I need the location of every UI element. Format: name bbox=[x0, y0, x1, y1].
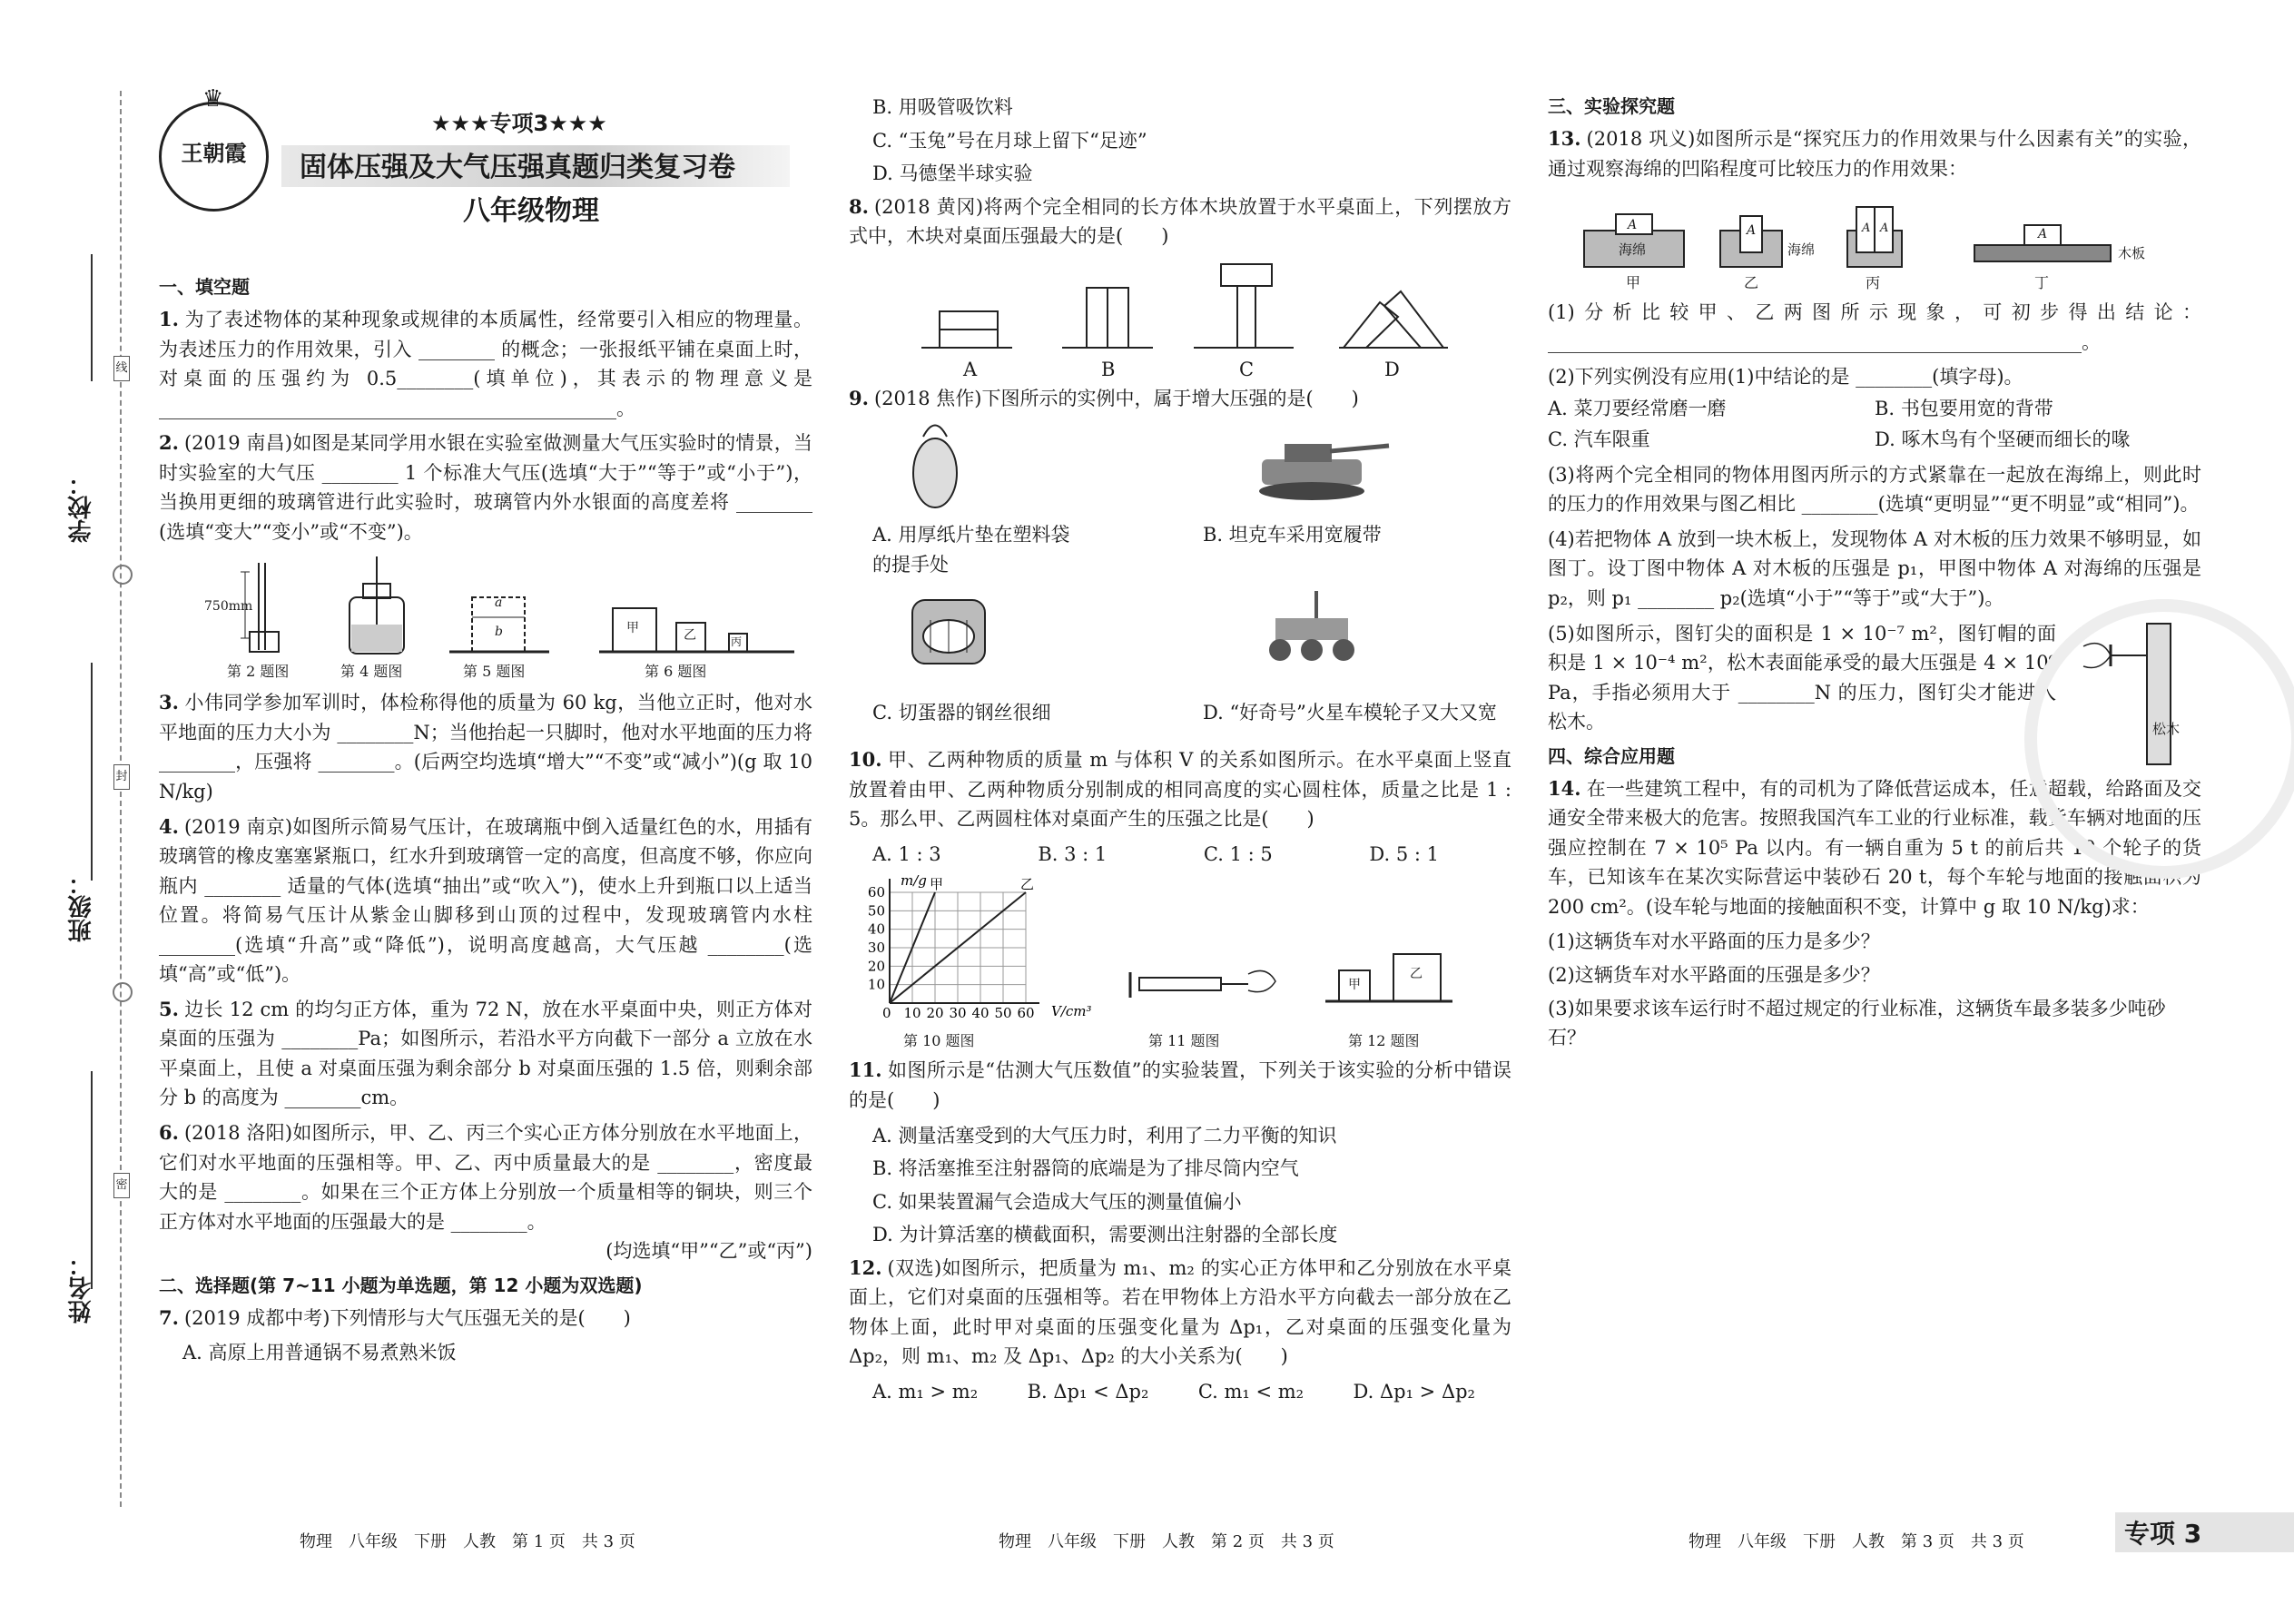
fold-mark-2: 封 bbox=[113, 764, 130, 790]
question-text: 如图所示是“估测大气压数值”的实验装置，下列关于该实验的分析中错误的是( ) bbox=[849, 1059, 1511, 1112]
option-9a: A. 用厚纸片垫在塑料袋的提手处 bbox=[872, 524, 1070, 576]
options-13-row-1 bbox=[1548, 394, 2201, 424]
figure-caption-11: 第 11 题图 bbox=[1148, 1032, 1220, 1050]
fold-mark-3: 密 bbox=[113, 1173, 130, 1198]
chart-x-tick-label: 30 bbox=[949, 1005, 967, 1022]
question-text: (双选)如图所示，把质量为 m₁、m₂ 的实心正方体甲和乙分别放在水平桌面上，它们对桌面的压强相等。若在甲物体上方沿水平方向截去一部分放在乙物体上面，此时甲对桌面的压强变化量为 Δp₁，乙对桌面的压强变化量为 Δp₂，则 m₁、m₂ 及 Δp₁、Δp₂ 的大小关系为( ) bbox=[849, 1256, 1511, 1368]
question-6 bbox=[159, 1118, 812, 1236]
question-13-part-4: (4)若把物体 A 放到一块木板上，发现物体 A 对木板的压力效果不够明显，如图丁。设丁图中物体 A 对木板的压强是 p₁，甲图中物体 A 对海绵的压强是 p₂，则 p₁ ________ p₂(选填“小于”“等于”或“大于”)。 bbox=[1548, 527, 2201, 610]
question-number: 14. bbox=[1548, 776, 1581, 800]
question-number: 7. bbox=[159, 1305, 179, 1329]
pine-label: 松木 bbox=[2152, 720, 2181, 737]
label-a: a bbox=[495, 595, 503, 611]
question-13-part-2: (2)下列实例没有应用(1)中结论的是 ________(填字母)。 bbox=[1548, 366, 2023, 389]
watermark-seal bbox=[2024, 599, 2294, 879]
figure-q9 bbox=[849, 418, 1511, 745]
footer-tag: 专项 3 bbox=[2124, 1519, 2202, 1549]
option-7b: B. 用吸管吸饮料 bbox=[872, 96, 1013, 118]
option-11c: C. 如果装置漏气会造成大气压的测量值偏小 bbox=[872, 1190, 1242, 1213]
label-b: b bbox=[495, 625, 503, 640]
chart-series-label: 甲 bbox=[930, 876, 944, 893]
option-9c: C. 切蛋器的钢丝很细 bbox=[872, 702, 1051, 724]
caption-bing: 丙 bbox=[1866, 274, 1881, 292]
chart-y-tick-label: 60 bbox=[867, 884, 885, 901]
options-13-row-2 bbox=[1548, 425, 2201, 455]
options-12 bbox=[849, 1377, 1511, 1407]
option-10b: B. 3 : 1 bbox=[1038, 842, 1108, 865]
question-14-part-2: (2)这辆货车对水平路面的压强是多少？ bbox=[1548, 964, 1880, 987]
cube-bing-label: 丙 bbox=[731, 635, 743, 649]
question-14-part-3: (3)如果要求该车运行时不超过规定的行业标准，这辆货车最多装多少吨砂石？ bbox=[1548, 997, 2166, 1049]
caption-jia: 甲 bbox=[1626, 274, 1641, 292]
question-text: 边长 12 cm 的均匀正方体，重为 72 N，放在水平桌面中央，则正方体对桌面的压强为 ________Pa；如图所示，若沿水平方向截下一部分 a 立放在水平桌面上，且使 a 对桌面压强为剩余部分 b 对桌面压强的 1.5 倍，则剩余部分 b 的高度为 ________cm。 bbox=[159, 998, 812, 1109]
q8-label-a: A bbox=[963, 358, 978, 380]
question-4 bbox=[159, 812, 812, 989]
question-number: 6. bbox=[159, 1121, 179, 1145]
question-text: (2018 焦作)下图所示的实例中，属于增大压强的是( ) bbox=[873, 387, 1359, 409]
option-13d: D. 啄木鸟有个坚硬而细长的喙 bbox=[1875, 428, 2131, 451]
block-a-ding: A bbox=[2038, 227, 2048, 242]
cubes-12-figure bbox=[1325, 954, 1452, 1001]
column-1 bbox=[159, 268, 812, 1372]
question-5 bbox=[159, 995, 812, 1113]
block-a-bing-2: A bbox=[1880, 221, 1889, 236]
cube12-yi-label: 乙 bbox=[1410, 967, 1423, 982]
question-text: 在一些建筑工程中，有的司机为了降低营运成本，任意超载，给路面及交通安全带来极大的危害。按照我国汽车工业的行业标准，载货车辆对地面的压强应控制在 7 × 10⁵ Pa 以内。有一辆自重为 5 t 的前后共 10 个轮子的货车，已知该车在某次实际营运中装砂石 20 t，每个车轮与地面的接触面积为 200 cm²。(设车轮与地面的接触面积不变，计算中 g 取 10 N/kg)求： bbox=[1548, 777, 2201, 918]
tank-icon bbox=[1259, 444, 1389, 500]
cube-yi-label: 乙 bbox=[684, 628, 696, 644]
question-number: 4. bbox=[159, 814, 179, 838]
q8-label-c: C bbox=[1239, 358, 1255, 380]
binding-hole-1 bbox=[113, 565, 133, 585]
crown-icon: ♛ bbox=[202, 85, 224, 113]
option-d-blocks bbox=[1339, 291, 1448, 348]
figure-caption-6: 第 6 题图 bbox=[645, 663, 707, 681]
options-10 bbox=[849, 840, 1511, 870]
section-title-3: 三、实验探究题 bbox=[1548, 95, 1675, 117]
option-b-blocks bbox=[1062, 288, 1153, 348]
chart-y-tick-label: 20 bbox=[867, 958, 885, 975]
cube-jia-label: 甲 bbox=[626, 621, 639, 636]
brand-logo bbox=[159, 85, 269, 212]
chart-y-tick-label: 30 bbox=[867, 940, 885, 957]
option-a-blocks bbox=[921, 311, 1012, 348]
question-text: (2019 南京)如图所示简易气压计，在玻璃瓶中倒入适量红色的水，用插有玻璃管的橡皮塞塞紧瓶口，红水升到玻璃管一定的高度，但高度不够，你应向瓶内 ________ 适量的气体(选填“抽出”或“吹入”)，使水上升到瓶口以上适当位置。将简易气压计从紫金山脚移到山顶的过程中，发现玻璃管内水柱 ________(选填“升高”或“降低”)，说明高度越高，大气压越 ________(选填“高”或“低”)。 bbox=[159, 815, 812, 986]
brand-logo-text: 王朝霞 bbox=[181, 141, 247, 166]
option-12b: B. Δp₁ < Δp₂ bbox=[1027, 1380, 1149, 1403]
figure-caption-4: 第 4 题图 bbox=[340, 663, 403, 681]
caption-yi: 乙 bbox=[1744, 274, 1759, 292]
question-number: 10. bbox=[849, 748, 882, 772]
class-blank-line bbox=[91, 663, 93, 881]
question-number: 3. bbox=[159, 691, 179, 714]
figure-q8-svg bbox=[849, 257, 1511, 384]
question-14-part-1: (1)这辆货车对水平路面的压力是多少？ bbox=[1548, 930, 1880, 953]
footer-page-3: 物理 八年级 下册 人教 第 3 页 共 3 页 bbox=[1689, 1532, 2024, 1551]
question-number: 1. bbox=[159, 308, 179, 330]
figure-q8 bbox=[849, 257, 1511, 384]
chart-y-tick-label: 10 bbox=[867, 977, 885, 994]
chart-y-tick-label: 40 bbox=[867, 921, 885, 939]
option-11a: A. 测量活塞受到的大气压力时，利用了二力平衡的知识 bbox=[872, 1124, 1337, 1147]
question-2 bbox=[159, 428, 812, 546]
question-number: 11. bbox=[849, 1058, 882, 1082]
page-title: 固体压强及大气压强真题归类复习卷 bbox=[300, 152, 735, 183]
option-7d: D. 马德堡半球实验 bbox=[872, 162, 1033, 185]
figure-caption-10: 第 10 题图 bbox=[903, 1032, 975, 1050]
syringe-icon bbox=[1130, 971, 1275, 999]
option-7a: A. 高原上用普通锅不易煮熟米饭 bbox=[182, 1342, 457, 1364]
option-9d: D. “好奇号”火星车模轮子又大又宽 bbox=[1203, 702, 1497, 724]
question-9 bbox=[849, 384, 1511, 414]
column-2 bbox=[849, 93, 1511, 1412]
class-label: 班级： bbox=[68, 871, 95, 942]
question-text: (2018 洛阳)如图所示，甲、乙、丙三个实心正方体分别放在水平地面上，它们对水平地面的压强相等。甲、乙、丙中质量最大的是 ________，密度最大的是 ________。如果在三个正方体上分别放一个质量相等的铜块，则三个正方体对水平地面的压强最大的是 ________。 bbox=[159, 1122, 812, 1233]
question-text: (2018 巩义)如图所示是“探究压力的作用效果与什么因素有关”的实验，通过观察海绵的凹陷程度可比较压力的作用效果： bbox=[1548, 128, 2201, 180]
question-7 bbox=[159, 1304, 812, 1334]
option-13b: B. 书包要用宽的背带 bbox=[1875, 397, 2053, 419]
school-label: 学校： bbox=[68, 472, 95, 543]
section-title-4: 四、综合应用题 bbox=[1548, 744, 1675, 767]
cube12-jia-label: 甲 bbox=[1348, 978, 1361, 993]
option-c-blocks bbox=[1194, 264, 1294, 348]
question-13 bbox=[1548, 124, 2201, 183]
question-text: 小伟同学参加军训时，体检称得他的质量为 60 kg，当他立正时，他对水平地面的压力大小为 ________N；当他抬起一只脚时，他对水平地面的压力将 ________，压强将 ________。(后两空均选填“增大”“不变”或“减小”)(g 取 10 N/kg) bbox=[159, 692, 812, 803]
block-a-jia: A bbox=[1628, 218, 1638, 233]
question-11 bbox=[849, 1056, 1511, 1115]
option-10d: D. 5 : 1 bbox=[1369, 842, 1439, 865]
sponge-label-jia: 海绵 bbox=[1619, 241, 1647, 259]
special-badge: ★★★专项3★★★ bbox=[431, 111, 607, 136]
question-1 bbox=[159, 305, 812, 423]
question-text: (2019 南昌)如图是某同学用水银在实验室做测量大气压实验时的情景，当时实验室的大气压 ________ 1 个标准大气压(选填“大于”“等于”或“小于”)，当换用更细的玻璃管进行此实验时，玻璃管内外水银面的高度差将 ________ (选填“变大”“变小”或“不变”)。 bbox=[159, 432, 812, 543]
column-3 bbox=[1548, 93, 2201, 1057]
question-13-part-3: (3)将两个完全相同的物体用图丙所示的方式紧靠在一起放在海绵上，则此时的压力的作用效果与图乙相比 ________(选填“更明显”“更不明显”或“相同”)。 bbox=[1548, 463, 2201, 516]
block-a-yi: A bbox=[1747, 223, 1757, 239]
chart-x-tick-label: 10 bbox=[903, 1005, 921, 1022]
figure-caption-5: 第 5 题图 bbox=[463, 663, 526, 681]
option-9b: B. 坦克车采用宽履带 bbox=[1203, 524, 1382, 546]
question-text: (2018 黄冈)将两个完全相同的长方体木块放置于水平桌面上，下列摆放方式中，木块对桌面压强最大的是( ) bbox=[849, 195, 1511, 248]
chart-y-tick-label: 50 bbox=[867, 902, 885, 920]
question-number: 13. bbox=[1548, 127, 1581, 150]
chart-x-tick-label: 40 bbox=[971, 1005, 989, 1022]
section-title-1: 一、填空题 bbox=[159, 276, 250, 298]
block-a-bing-1: A bbox=[1862, 221, 1871, 236]
figure-q13 bbox=[1548, 189, 2201, 298]
q8-label-b: B bbox=[1101, 358, 1116, 380]
chart-series-label: 乙 bbox=[1020, 876, 1035, 893]
page-subtitle: 八年级物理 bbox=[463, 195, 599, 227]
question-number: 8. bbox=[849, 194, 869, 218]
question-number: 2. bbox=[159, 431, 179, 455]
option-7c: C. “玉兔”号在月球上留下“足迹” bbox=[872, 129, 1147, 152]
binding-hole-2 bbox=[113, 982, 133, 1002]
sponge-fig-bing bbox=[1847, 207, 1902, 267]
figure-caption-12: 第 12 题图 bbox=[1348, 1032, 1420, 1050]
question-8 bbox=[849, 192, 1511, 251]
q8-label-d: D bbox=[1384, 358, 1400, 380]
option-12c: C. m₁ < m₂ bbox=[1197, 1380, 1305, 1403]
question-text: 甲、乙两种物质的质量 m 与体积 V 的关系如图所示。在水平桌面上竖直放置着由甲、乙两种物质分别制成的相同高度的实心圆柱体，质量之比是 1 : 5。那么甲、乙两圆柱体对桌面产生的压强之比是( ) bbox=[849, 749, 1511, 831]
option-10a: A. 1 : 3 bbox=[872, 842, 941, 865]
sponge-label-yi: 海绵 bbox=[1787, 241, 1816, 259]
option-12a: A. m₁ > m₂ bbox=[872, 1380, 979, 1403]
bottle-figure bbox=[350, 556, 404, 654]
question-13-part-1: (1)分析比较甲、乙两图所示现象，可初步得出结论：________________________________________________________。 bbox=[1548, 301, 2201, 353]
chart-origin-label: 0 bbox=[882, 1005, 891, 1022]
option-13a: A. 菜刀要经常磨一磨 bbox=[1548, 397, 1727, 419]
chart-x-tick-label: 20 bbox=[926, 1005, 944, 1022]
question-13-part-5: (5)如图所示，图钉尖的面积是 1 × 10⁻⁷ m²，图钉帽的面积是 1 × 10⁻⁴ m²，松木表面能承受的最大压强是 4 × 10⁶ Pa，手指必须用大于 ________N 的压力，图钉尖才能进入松木。 bbox=[1548, 622, 2056, 733]
option-13c: C. 汽车限重 bbox=[1548, 428, 1650, 451]
option-11d: D. 为计算活塞的横截面积，需要测出注射器的全部长度 bbox=[872, 1224, 1338, 1246]
question-number: 5. bbox=[159, 997, 179, 1020]
question-10 bbox=[849, 745, 1511, 834]
footer-page-2: 物理 八年级 下册 人教 第 2 页 共 3 页 bbox=[999, 1532, 1334, 1551]
chart-x-tick-label: 60 bbox=[1017, 1005, 1035, 1022]
question-number: 12. bbox=[849, 1255, 882, 1279]
figure-row-1 bbox=[159, 552, 812, 688]
figure-q9-svg bbox=[849, 418, 1511, 745]
footer-page-1: 物理 八年级 下册 人教 第 1 页 共 3 页 bbox=[300, 1532, 635, 1551]
chart-x-tick-label: 50 bbox=[994, 1005, 1012, 1022]
question-6-note: (均选填“甲”“乙”或“丙”) bbox=[605, 1240, 812, 1263]
section-title-2: 二、选择题(第 7~11 小题为单选题，第 12 小题为双选题) bbox=[159, 1274, 643, 1296]
fold-mark-1: 线 bbox=[113, 356, 130, 381]
board-label: 木板 bbox=[2118, 245, 2146, 262]
question-12 bbox=[849, 1254, 1511, 1372]
chart-y-axis-label: m/g bbox=[901, 872, 927, 890]
option-12d: D. Δp₁ > Δp₂ bbox=[1353, 1380, 1475, 1403]
question-text: (2019 成都中考)下列情形与大气压强无关的是( ) bbox=[183, 1306, 631, 1329]
figure-row-2 bbox=[849, 874, 1511, 1056]
mm-label: 750mm bbox=[204, 599, 253, 615]
plastic-bag-icon bbox=[913, 426, 957, 508]
option-11b: B. 将活塞推至注射器筒的底端是为了排尽筒内空气 bbox=[872, 1157, 1299, 1180]
school-blank-line bbox=[91, 254, 93, 381]
cut-line bbox=[120, 91, 122, 1507]
question-number: 9. bbox=[849, 386, 869, 409]
chart-x-axis-label: V/cm³ bbox=[1051, 1003, 1092, 1020]
name-label: 姓名： bbox=[68, 1253, 95, 1324]
question-3 bbox=[159, 688, 812, 806]
mars-rover-icon bbox=[1269, 591, 1354, 661]
question-text: 为了表述物体的某种现象或规律的本质属性，经常要引入相应的物理量。为表述压力的作用效果，引入 ________ 的概念；一张报纸平铺在桌面上时，对桌面的压强约为 0.5________(填单位)，其表示的物理意义是 ________________________________________________。 bbox=[159, 309, 812, 419]
caption-ding: 丁 bbox=[2034, 274, 2050, 292]
figure-caption-2: 第 2 题图 bbox=[227, 663, 290, 681]
option-10c: C. 1 : 5 bbox=[1203, 842, 1273, 865]
egg-slicer-icon bbox=[912, 600, 985, 664]
